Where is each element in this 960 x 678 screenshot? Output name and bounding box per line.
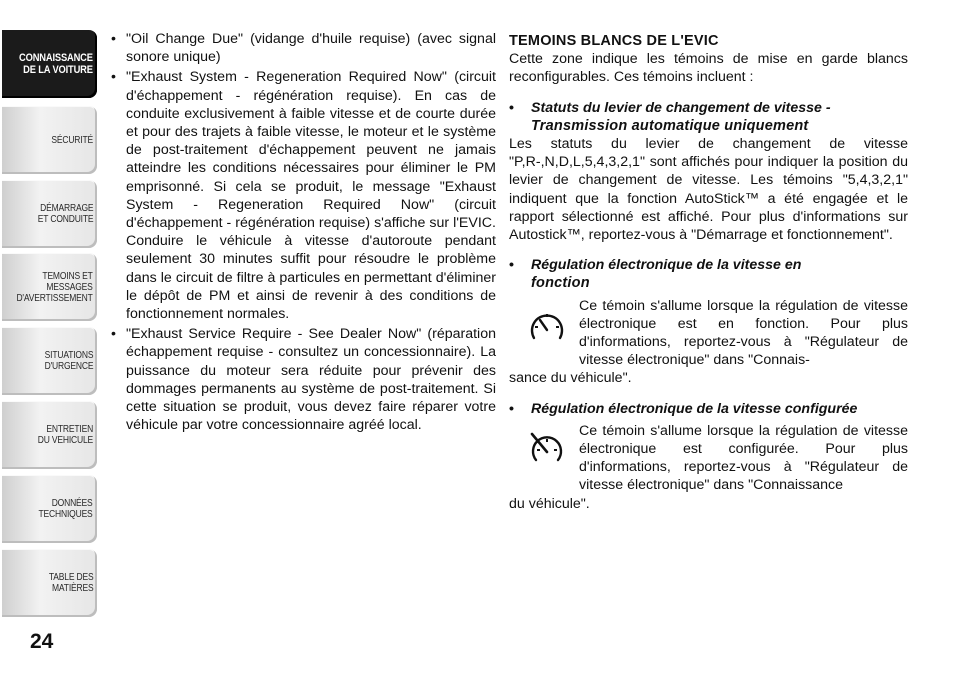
- page-number: 24: [30, 630, 54, 653]
- subsection-title-line2: fonction: [531, 275, 590, 292]
- tab-donnees-techniques[interactable]: [2, 475, 97, 543]
- tab-label: SÉCURITÉ: [51, 134, 93, 146]
- tab-label: SITUATIONS D'URGENCE: [44, 350, 93, 372]
- subsection-title-line1: Statuts du levier de changement de vitesse -: [531, 99, 831, 116]
- tab-label: ENTRETIEN DU VEHICULE: [37, 424, 93, 446]
- tab-label: TABLE DES MATIÈRES: [48, 572, 93, 594]
- chapter-tabs: [0, 0, 97, 678]
- tab-label: CONNAISSANCE DE LA VOITURE: [19, 52, 93, 76]
- cruise-control-set-icon: [527, 428, 567, 468]
- cruise-control-block: [509, 297, 908, 388]
- subsection-title: [509, 400, 908, 418]
- subsection-title-line1: Régulation électronique de la vitesse configurée: [531, 400, 858, 417]
- list-item: • "Exhaust Service Require - See Dealer Now" (réparation échappement requise - consultez un concessionnaire). La puissance du moteur sera réduite pour prévenir des dommages permanents au système de post-traitement. Si cette situation se produit, vous devez faire réparer votre véhicule par votre concessionnaire agréé local.: [106, 325, 496, 434]
- subsection-body: Ce témoin s'allume lorsque la régulation de vitesse électronique est configurée. Pour plus d'informations, reportez-vous à "Régulateur de vitesse électronique" dans "Connaissance: [579, 422, 908, 494]
- tab-label: DONNÉES TECHNIQUES: [38, 498, 93, 520]
- cruise-control-set-block: [509, 422, 908, 513]
- right-column: [509, 32, 908, 513]
- tab-securite[interactable]: [2, 106, 97, 174]
- tab-connaissance-voiture[interactable]: [2, 30, 97, 98]
- tab-entretien-vehicule[interactable]: [2, 401, 97, 469]
- subsection-body-tail: sance du véhicule".: [509, 370, 632, 387]
- tab-label: DÉMARRAGE ET CONDUITE: [37, 203, 93, 225]
- tab-table-matieres[interactable]: [2, 549, 97, 617]
- tab-label: TEMOINS ET MESSAGES D'AVERTISSEMENT: [16, 270, 93, 304]
- subsection-body-tail: du véhicule".: [509, 495, 590, 512]
- section-heading: TEMOINS BLANCS DE L'EVIC: [509, 33, 719, 49]
- tab-temoins-messages[interactable]: [2, 253, 97, 321]
- list-item: • "Oil Change Due" (vidange d'huile requise) (avec signal sonore unique): [106, 30, 496, 66]
- intro-text: Cette zone indique les témoins de mise en garde blancs reconfigurables. Ces témoins incluent :: [509, 51, 908, 86]
- subsection-title: [509, 99, 908, 117]
- subsection-title-line1: Régulation électronique de la vitesse en: [531, 257, 802, 274]
- tab-demarrage-conduite[interactable]: [2, 180, 97, 248]
- subsection-title: [509, 256, 908, 274]
- left-column: [106, 30, 496, 434]
- list-item: • "Exhaust System - Regeneration Required Now" (circuit d'échappement - régénération requise). En cas de conduite exclusivement à faible vitesse et de courte durée et pour des trajets à faible vitesse, le moteur et le système de post-traitement d'échappement peuvent ne jamais atteindre les conditions nécessaires pour éliminer le PM emprisonné. Si cela se produit, le message "Exhaust System - Regeneration Required Now" (circuit d'échappement - régénération requise) s'affiche sur l'EVIC. Conduire le véhicule à vitesse d'autoroute pendant seulement 30 minutes suffit pour résoudre le problème dans le circuit de filtre à particules en permettant d'éliminer le dépôt de PM et ainsi de revenir à des conditions de fonctionnement normales.: [106, 68, 496, 323]
- subsection-body: Les statuts du levier de changement de vitesse "P,R-,N,D,L,5,4,3,2,1" sont affichés pour indiquer la position du levier de changement de vitesse. Les témoins "5,4,3,2,1" indiquent que la fonction AutoStick™ a été engagée et le rapport sélectionné est affiché. Pour plus d'informations sur Autostick™, reportez-vous à "Démarrage et fonctionnement".: [509, 136, 908, 244]
- subsection-body: Ce témoin s'allume lorsque la régulation de vitesse électronique est en fonction. Pour plus d'informations, reportez-vous à "Régulateur de vitesse électronique" dans "Connais-: [579, 297, 908, 369]
- subsection-title-line2: Transmission automatique uniquement: [531, 117, 809, 134]
- tab-situations-urgence[interactable]: [2, 327, 97, 395]
- cruise-control-icon: [527, 307, 567, 347]
